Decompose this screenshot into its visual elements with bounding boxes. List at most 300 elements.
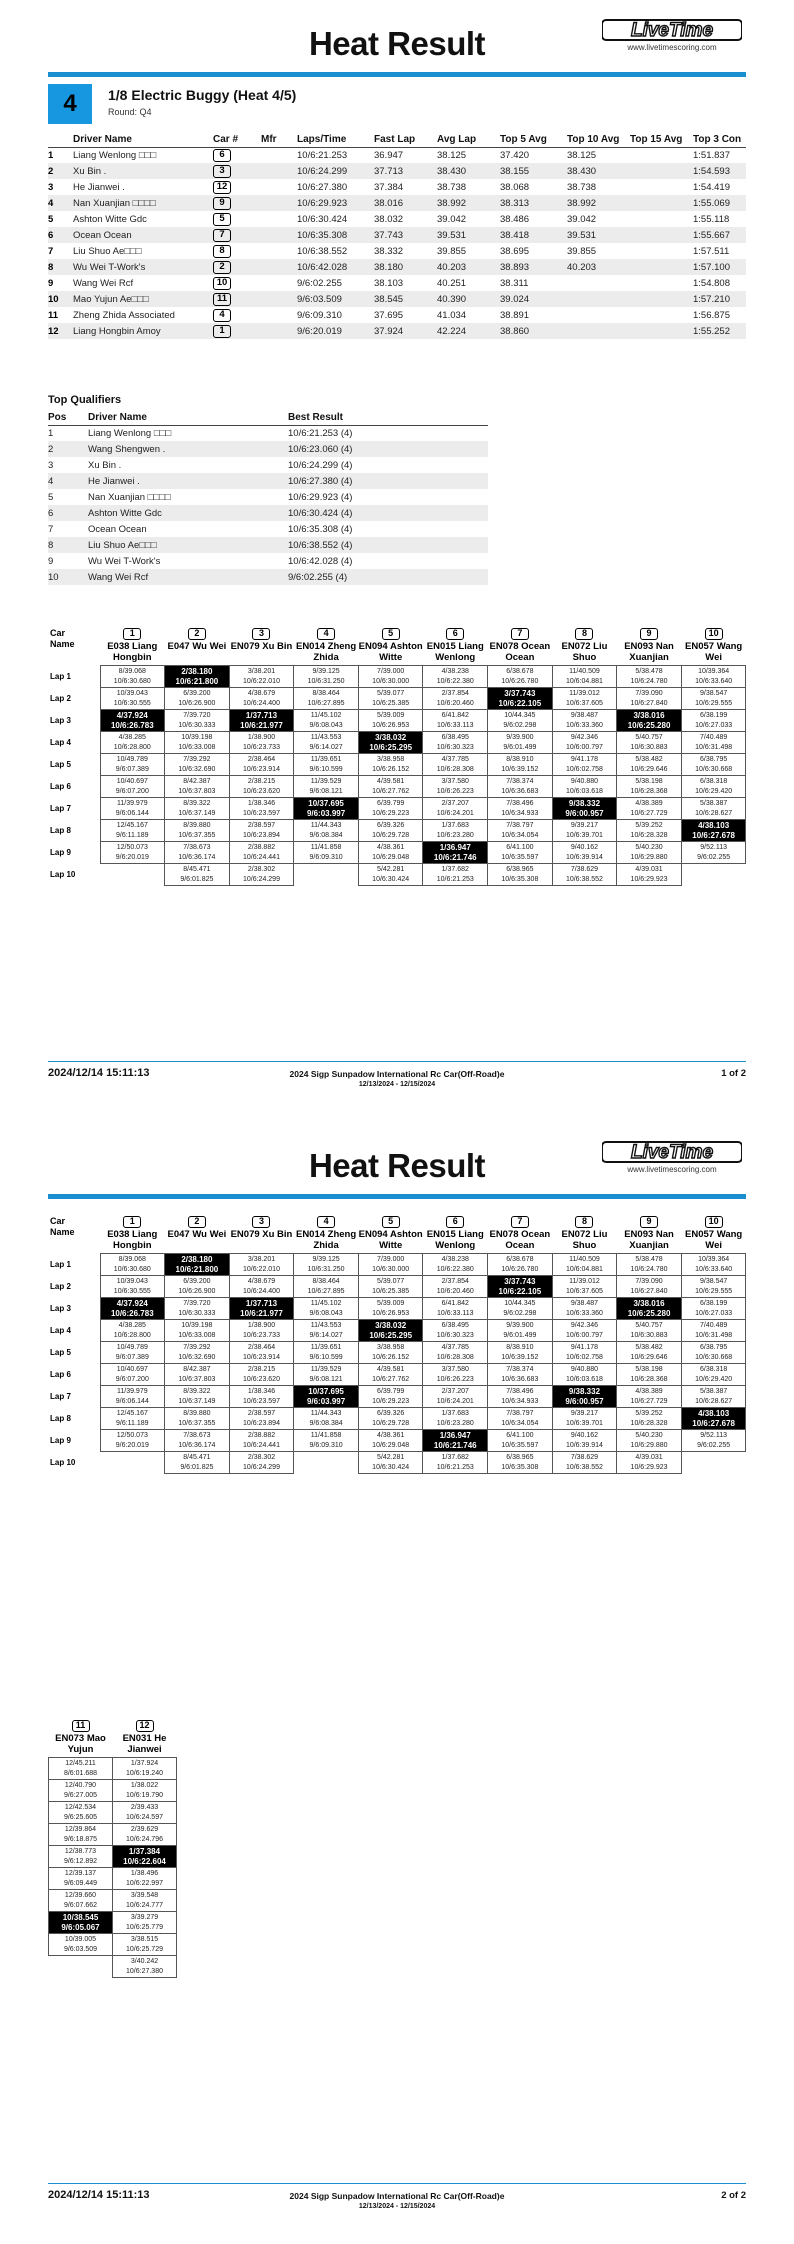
result-avg-cell: 41.034 — [437, 309, 467, 321]
lap-pos-time: 7/39.292 — [183, 755, 211, 763]
lap-total-time: 9/6:07.200 — [115, 1375, 149, 1383]
lap-cell — [49, 1956, 113, 1978]
lap-total-time: 10/6:22.380 — [436, 677, 474, 685]
lap-cell — [100, 842, 165, 864]
lap-label: Lap 8 — [50, 825, 71, 835]
lap-cell — [552, 1298, 617, 1320]
lap-pos-time: 7/38.629 — [570, 1453, 599, 1461]
lap-cell — [423, 1386, 488, 1408]
lap-label: Lap 3 — [50, 1303, 71, 1313]
result-fast-cell: 38.016 — [374, 195, 437, 211]
qualifier-pos-cell: 6 — [48, 505, 88, 521]
lap-cell — [617, 1408, 682, 1430]
lap-total-time: 10/6:21.253 — [436, 1463, 474, 1471]
result-mfr-cell — [261, 259, 297, 275]
lap-pos-time: 7/38.673 — [183, 843, 211, 851]
result-row — [48, 195, 746, 211]
lap-total-time: 10/6:36.174 — [178, 1441, 216, 1449]
lap-label: Lap 10 — [50, 869, 76, 879]
lap-total-time: 10/6:25.779 — [126, 1923, 163, 1931]
lap-chart-driver-name: EN015 Liang Wenlong — [426, 641, 484, 663]
lap-total-time: 10/6:24.597 — [126, 1813, 163, 1821]
result-top3con-cell: 1:57.100 — [693, 259, 746, 275]
result-top3con-cell: 1:51.837 — [693, 149, 730, 161]
lap-cell — [294, 776, 359, 798]
lap-cell — [488, 1342, 553, 1364]
round-label: Round: Q4 — [108, 107, 152, 117]
lap-total-time: 10/6:37.149 — [178, 809, 216, 817]
lap-chart-driver-name: EN072 Liu Shuo — [561, 1229, 608, 1251]
logo-url: www.livetimescoring.com — [627, 1165, 717, 1174]
lap-total-time: 10/6:37.605 — [565, 1287, 603, 1295]
lap-cell — [681, 1342, 746, 1364]
car-number-box: 4 — [213, 309, 231, 322]
result-driver-cell: Ashton Witte Gdc — [73, 213, 147, 225]
car-number-box: 10 — [705, 628, 723, 640]
lap-chart-header-row — [48, 1216, 746, 1254]
lap-total-time: 9/6:03.509 — [63, 1945, 98, 1953]
lap-total-time: 10/6:24.299 — [242, 875, 280, 883]
lap-pos-time: 3/38.515 — [130, 1935, 159, 1943]
lap-pos-time: 9/41.178 — [570, 755, 599, 763]
lap-total-time: 10/6:25.280 — [627, 720, 671, 730]
lap-pos-time: 6/39.326 — [377, 1409, 405, 1417]
lap-total-time: 10/6:23.894 — [242, 1419, 280, 1427]
lap-row — [48, 1408, 746, 1430]
lap-total-time: 10/6:36.683 — [501, 1375, 539, 1383]
lap-pos-time: 12/42.534 — [64, 1803, 97, 1811]
lap-label: Lap 4 — [50, 1325, 71, 1335]
result-row — [48, 323, 746, 339]
result-top3con-cell: 1:57.210 — [693, 291, 746, 307]
lap-pos-time: 10/40.697 — [116, 1365, 148, 1373]
lap-total-time: 10/6:30.000 — [372, 677, 410, 685]
lap-cell — [100, 1342, 165, 1364]
lap-total-time: 10/6:27.762 — [372, 787, 410, 795]
lap-total-time: 10/6:33.640 — [695, 677, 733, 685]
lap-cell — [358, 798, 423, 820]
lap-cell — [617, 666, 682, 688]
lap-label: Lap 4 — [50, 737, 71, 747]
lap-total-time: 10/6:24.441 — [242, 853, 280, 861]
lap-total-time: 9/6:02.298 — [503, 1309, 537, 1317]
lap-pos-time: 9/52.113 — [700, 843, 727, 851]
lap-label: Lap 7 — [50, 1391, 71, 1401]
qualifier-row — [48, 489, 488, 505]
lap-cell — [113, 1934, 177, 1956]
result-pos-cell: 11 — [48, 309, 59, 321]
result-top15-cell — [630, 179, 693, 195]
lap-total-time: 10/6:30.883 — [630, 743, 668, 751]
lap-row — [49, 1934, 177, 1956]
best-lap-cell — [165, 1254, 230, 1276]
lap-cell — [488, 1254, 553, 1276]
qualifier-best-cell: 10/6:27.380 (4) — [288, 473, 488, 489]
lap-label: Lap 7 — [50, 803, 71, 813]
qualifier-best-cell: 10/6:35.308 (4) — [288, 523, 353, 535]
lap-pos-time: 11/39.012 — [569, 689, 600, 697]
lap-total-time: 10/6:30.883 — [630, 1331, 668, 1339]
lap-cell — [113, 1758, 177, 1780]
lap-cell — [617, 732, 682, 754]
lap-pos-time: 1/38.346 — [247, 799, 276, 807]
best-lap-cell — [358, 732, 423, 754]
lap-total-time: 10/6:26.780 — [501, 1265, 539, 1273]
result-top5-cell: 38.068 — [500, 181, 530, 193]
lap-total-time: 10/6:29.223 — [372, 1397, 410, 1405]
result-car-cell — [213, 195, 261, 211]
lap-pos-time: 1/38.900 — [247, 1321, 276, 1329]
lap-cell — [229, 1386, 294, 1408]
lap-total-time: 10/6:21.977 — [240, 720, 283, 730]
result-car-cell — [213, 243, 261, 259]
lap-total-time: 10/6:30.555 — [113, 699, 151, 707]
lap-pos-time: 4/38.238 — [441, 1255, 469, 1263]
lap-chart-page-2-bottom — [48, 1720, 177, 1978]
lap-total-time: 10/6:29.923 — [630, 1463, 668, 1471]
lap-total-time: 10/6:28.800 — [113, 1331, 151, 1339]
lap-chart-car-header — [100, 628, 165, 666]
result-laps-cell: 10/6:35.308 — [297, 227, 374, 243]
lap-pos-time: 10/37.695 — [308, 1386, 344, 1396]
lap-cell — [229, 1452, 294, 1474]
lap-cell — [552, 688, 617, 710]
lap-total-time: 10/6:24.201 — [436, 809, 474, 817]
lap-cell — [617, 688, 682, 710]
result-mfr-cell — [261, 243, 297, 259]
lap-row — [48, 688, 746, 710]
lap-cell — [100, 820, 165, 842]
result-top10-cell: 40.203 — [567, 259, 630, 275]
lap-total-time: 10/6:23.597 — [242, 809, 280, 817]
result-top10-cell: 38.125 — [567, 149, 597, 161]
result-fast-cell: 38.545 — [374, 291, 437, 307]
lap-chart-car-header — [423, 628, 488, 666]
lap-cell — [100, 798, 165, 820]
lap-cell — [100, 688, 165, 710]
lap-total-time: 10/6:30.424 — [372, 1463, 410, 1471]
lap-pos-time: 10/37.695 — [308, 798, 344, 808]
lap-cell — [488, 864, 553, 886]
lap-label: Lap 2 — [50, 1281, 71, 1291]
lap-pos-time: 11/44.343 — [310, 821, 342, 829]
lap-cell — [681, 1254, 746, 1276]
lap-cell — [681, 1298, 746, 1320]
top-qualifiers-heading: Top Qualifiers — [48, 394, 122, 406]
lap-pos-time: 5/38.198 — [635, 777, 663, 785]
lap-pos-time: 1/37.713 — [245, 1298, 278, 1308]
lap-total-time: 10/6:24.400 — [242, 1287, 280, 1295]
lap-chart-car-header — [681, 1216, 746, 1254]
lap-pos-time: 7/38.797 — [506, 821, 534, 829]
qualifier-best-cell: 10/6:42.028 (4) — [288, 555, 353, 567]
result-mfr-cell — [261, 195, 297, 211]
lap-cell — [681, 1452, 746, 1474]
lap-chart-driver-name: EN078 Ocean Ocean — [489, 641, 551, 663]
lap-pos-time: 5/39.077 — [377, 1277, 405, 1285]
lap-cell — [423, 864, 488, 886]
lap-pos-time: 10/49.789 — [116, 755, 148, 763]
lap-pos-time: 3/38.016 — [633, 1298, 665, 1308]
lap-cell — [617, 864, 682, 886]
lap-total-time: 10/6:25.729 — [126, 1945, 163, 1953]
lap-pos-time: 4/38.103 — [698, 1408, 730, 1418]
lap-chart-car-header — [423, 1216, 488, 1254]
lap-row — [49, 1780, 177, 1802]
lap-pos-time: 1/37.683 — [441, 821, 469, 829]
lap-cell — [552, 1254, 617, 1276]
lap-pos-time: 7/38.629 — [570, 865, 599, 873]
qualifier-row — [48, 473, 488, 489]
result-top5-cell: 39.024 — [500, 291, 567, 307]
lap-cell — [358, 1430, 423, 1452]
result-avg-cell: 38.430 — [437, 163, 500, 179]
lap-chart-driver-name: EN079 Xu Bin — [230, 1229, 293, 1240]
lap-total-time: 10/6:29.223 — [372, 809, 410, 817]
lap-total-time: 10/6:30.000 — [372, 1265, 410, 1273]
lap-pos-time: 11/39.979 — [116, 799, 148, 807]
lap-cell — [617, 798, 682, 820]
qualifier-best-cell: 10/6:30.424 (4) — [288, 505, 488, 521]
lap-cell — [294, 688, 359, 710]
result-row — [48, 147, 746, 163]
lap-total-time: 10/6:26.223 — [436, 1375, 474, 1383]
result-pos-cell: 6 — [48, 227, 73, 243]
lap-row — [49, 1758, 177, 1780]
result-top10-cell: 38.738 — [567, 181, 597, 193]
lap-cell — [423, 732, 488, 754]
lap-cell — [294, 842, 359, 864]
lap-cell — [49, 1824, 113, 1846]
lap-pos-time: 8/42.387 — [183, 777, 211, 785]
lap-cell — [229, 754, 294, 776]
lap-total-time: 10/6:22.997 — [126, 1879, 163, 1887]
lap-cell — [165, 754, 230, 776]
lap-cell — [358, 1364, 423, 1386]
lap-chart-driver-name: EN015 Liang Wenlong — [426, 1229, 484, 1251]
lap-pos-time: 4/39.031 — [635, 1453, 663, 1461]
lap-chart-driver-name: EN079 Xu Bin — [230, 641, 293, 652]
lap-total-time: 10/6:28.800 — [113, 743, 151, 751]
result-mfr-cell — [261, 323, 297, 339]
lap-row — [48, 1386, 746, 1408]
result-mfr-cell — [261, 211, 297, 227]
result-top15-cell — [630, 163, 693, 179]
lap-pos-time: 5/39.009 — [377, 711, 405, 719]
lap-pos-time: 9/40.162 — [570, 843, 599, 851]
lap-total-time: 10/6:22.380 — [436, 1265, 474, 1273]
car-name-label — [48, 1216, 100, 1254]
lap-cell — [681, 1430, 746, 1452]
lap-cell — [488, 1452, 553, 1474]
car-number-box: 12 — [213, 181, 231, 194]
lap-chart-car-header — [294, 628, 359, 666]
result-avg-cell: 40.251 — [437, 277, 467, 289]
lap-pos-time: 5/38.478 — [635, 1255, 663, 1263]
lap-pos-time: 10/49.789 — [116, 1343, 148, 1351]
result-laps-cell: 9/6:09.310 — [297, 309, 342, 321]
lap-cell — [681, 842, 746, 864]
page-2 — [0, 1122, 794, 2244]
lap-pos-time: 6/38.318 — [700, 777, 728, 785]
lap-cell — [100, 732, 165, 754]
lap-cell — [165, 732, 230, 754]
lap-total-time: 10/6:26.780 — [501, 677, 539, 685]
lap-cell — [358, 1298, 423, 1320]
lap-pos-time: 10/38.545 — [62, 1912, 99, 1922]
lap-pos-time: 3/38.201 — [247, 667, 276, 675]
lap-total-time: 10/6:23.620 — [242, 1375, 280, 1383]
result-car-cell — [213, 307, 261, 323]
lap-label: Lap 3 — [50, 715, 71, 725]
lap-cell — [488, 1386, 553, 1408]
lap-cell — [681, 710, 746, 732]
best-lap-cell — [165, 666, 230, 688]
logo-url: www.livetimescoring.com — [627, 43, 717, 52]
lap-total-time: 10/6:39.152 — [501, 765, 539, 773]
lap-cell — [229, 1254, 294, 1276]
lap-total-time: 10/6:34.054 — [501, 1419, 539, 1427]
livetime-logo-mark — [602, 18, 742, 42]
lap-pos-time: 2/39.629 — [130, 1825, 159, 1833]
lap-pos-time: 5/39.009 — [377, 1299, 405, 1307]
footer-rule — [48, 1061, 746, 1062]
lap-row — [48, 1342, 746, 1364]
result-laps-cell: 10/6:21.253 — [297, 149, 348, 161]
lap-cell — [358, 1408, 423, 1430]
result-driver-cell: Liang Wenlong □□□ — [73, 149, 157, 161]
car-number-box: 1 — [123, 628, 141, 640]
result-avg-cell: 39.855 — [437, 245, 467, 257]
lap-pos-time: 8/45.471 — [183, 865, 211, 873]
lap-pos-time: 9/38.332 — [568, 798, 601, 808]
lap-cell — [681, 1276, 746, 1298]
lap-total-time: 10/6:38.552 — [565, 875, 603, 883]
header-rule — [48, 1194, 746, 1199]
lap-total-time: 9/6:10.599 — [309, 1353, 343, 1361]
lap-cell — [113, 1912, 177, 1934]
lap-pos-time: 11/39.529 — [310, 777, 342, 785]
lap-cell — [294, 710, 359, 732]
lap-total-time: 9/6:03.997 — [306, 808, 346, 818]
result-mfr-cell — [261, 227, 297, 243]
result-top5-cell: 38.893 — [500, 259, 567, 275]
results-column-header: Driver Name — [73, 132, 213, 147]
result-top15-cell — [630, 227, 693, 243]
lap-total-time: 10/6:27.729 — [630, 1397, 668, 1405]
lap-total-time: 10/6:23.914 — [242, 765, 280, 773]
lap-total-time: 10/6:23.894 — [242, 831, 280, 839]
lap-total-time: 9/6:07.389 — [115, 1353, 149, 1361]
lap-cell — [423, 1276, 488, 1298]
lap-total-time: 10/6:34.933 — [501, 1397, 539, 1405]
lap-total-time: 10/6:20.460 — [436, 1287, 474, 1295]
result-top15-cell — [630, 195, 693, 211]
car-number-box: 9 — [640, 628, 658, 640]
lap-pos-time: 5/40.757 — [635, 733, 663, 741]
lap-pos-time: 8/39.322 — [183, 799, 211, 807]
lap-cell — [358, 842, 423, 864]
result-top3con-cell: 1:54.808 — [693, 277, 730, 289]
lap-pos-time: 10/39.198 — [181, 733, 213, 741]
lap-total-time: 10/6:36.683 — [501, 787, 539, 795]
car-number-box: 9 — [213, 197, 231, 210]
lap-pos-time: 7/40.489 — [700, 1321, 728, 1329]
result-pos-cell: 7 — [48, 245, 54, 257]
result-top5-cell: 37.420 — [500, 149, 530, 161]
lap-total-time: 10/6:26.152 — [372, 1353, 410, 1361]
lap-cell — [488, 820, 553, 842]
lap-pos-time: 6/38.795 — [700, 755, 728, 763]
result-driver-cell: Liang Hongbin Amoy — [73, 323, 213, 339]
lap-cell — [165, 1276, 230, 1298]
lap-cell — [100, 1430, 165, 1452]
lap-cell — [617, 1254, 682, 1276]
lap-pos-time: 11/45.102 — [310, 1299, 342, 1307]
lap-pos-time: 6/38.678 — [506, 667, 534, 675]
lap-total-time: 10/6:33.008 — [178, 1331, 216, 1339]
lap-chart-driver-name: E038 Liang Hongbin — [107, 641, 158, 663]
lap-total-time: 10/6:23.280 — [436, 1419, 474, 1427]
lap-total-time: 10/6:22.105 — [498, 698, 542, 708]
lap-total-time: 10/6:19.240 — [126, 1769, 163, 1777]
lap-cell — [488, 1430, 553, 1452]
lap-total-time: 10/6:30.668 — [695, 1353, 733, 1361]
lap-pos-time: 10/39.364 — [698, 667, 730, 675]
lap-pos-time: 6/39.326 — [377, 821, 405, 829]
lap-total-time: 9/6:02.255 — [697, 853, 731, 861]
lap-cell — [681, 732, 746, 754]
result-row — [48, 211, 746, 227]
lap-pos-time: 7/39.720 — [183, 711, 211, 719]
lap-cell — [423, 798, 488, 820]
result-car-cell — [213, 163, 261, 179]
lap-pos-time: 2/38.597 — [247, 1409, 276, 1417]
lap-pos-time: 9/42.346 — [570, 1321, 599, 1329]
qualifier-pos-cell: 10 — [48, 569, 88, 585]
lap-cell — [294, 1342, 359, 1364]
car-number-box: 1 — [213, 325, 231, 338]
lap-pos-time: 6/41.842 — [441, 711, 469, 719]
lap-chart-driver-name: E047 Wu Wei — [167, 641, 227, 652]
result-pos-cell: 8 — [48, 259, 73, 275]
lap-pos-time: 7/38.797 — [506, 1409, 534, 1417]
lap-cell — [617, 754, 682, 776]
lap-total-time: 10/6:28.627 — [695, 809, 733, 817]
lap-total-time: 10/6:24.780 — [630, 677, 668, 685]
lap-chart-driver-name: EN014 Zheng Zhida — [295, 1229, 357, 1251]
event-title: 1/8 Electric Buggy (Heat 4/5) — [108, 87, 297, 103]
best-lap-cell — [294, 1386, 359, 1408]
lap-pos-time: 10/39.005 — [64, 1935, 97, 1943]
result-top15-cell — [630, 307, 693, 323]
lap-pos-time: 1/38.346 — [247, 1387, 276, 1395]
lap-cell — [488, 710, 553, 732]
qualifier-pos-cell: 4 — [48, 473, 88, 489]
lap-total-time: 10/6:39.701 — [565, 831, 603, 839]
result-top15-cell — [630, 323, 693, 339]
lap-total-time: 9/6:08.384 — [309, 831, 343, 839]
result-row — [48, 227, 746, 243]
lap-row — [48, 1254, 746, 1276]
result-driver-cell: Ocean Ocean — [73, 227, 213, 243]
lap-cell — [358, 1452, 423, 1474]
lap-pos-time: 2/38.302 — [247, 865, 276, 873]
best-lap-cell — [617, 1298, 682, 1320]
lap-cell — [165, 842, 230, 864]
lap-total-time: 10/6:29.880 — [630, 1441, 668, 1449]
lap-pos-time: 11/39.979 — [116, 1387, 148, 1395]
